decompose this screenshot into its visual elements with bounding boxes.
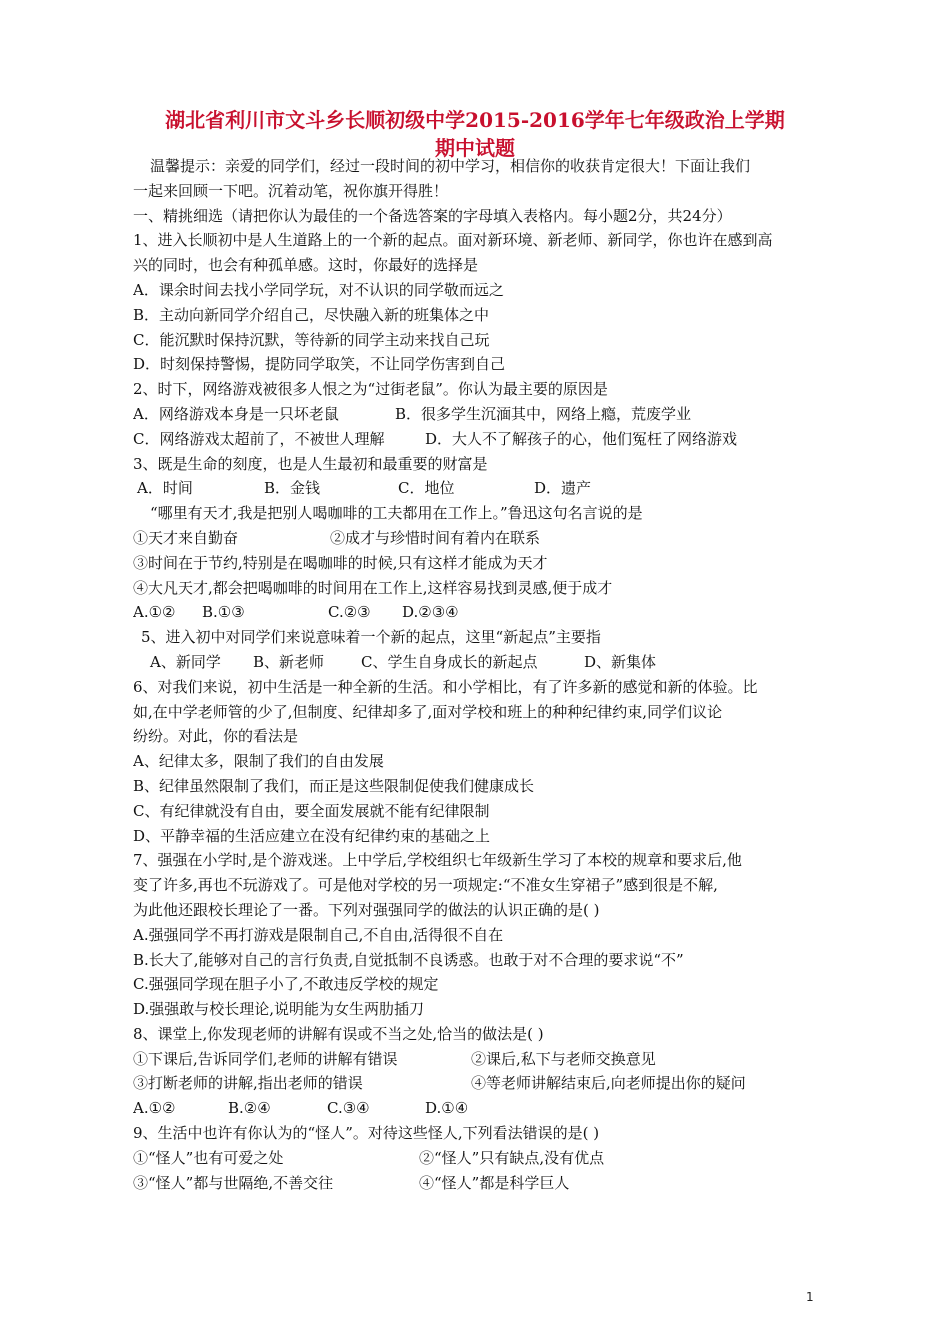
question-7-stem-1: 7、强强在小学时,是个游戏迷。上中学后,学校组织七年级新生学习了本校的规章和要求后,他	[133, 851, 742, 870]
question-6-option-c: C、有纪律就没有自由，要全面发展就不能有纪律限制	[133, 801, 490, 820]
question-6-stem-2: 如,在中学老师管的少了,但制度、纪律却多了,面对学校和班上的种种纪律约束,同学们议论	[133, 702, 723, 721]
question-9-item-2: ②“怪人”只有缺点,没有优点	[419, 1148, 605, 1167]
question-7-stem-2: 变了许多,再也不玩游戏了。可是他对学校的另一项规定:“不准女生穿裙子”感到很是不解,	[133, 876, 718, 895]
question-1-stem-1: 1、进入长顺初中是人生道路上的一个新的起点。面对新环境、新老师、新同学，你也许在感到高	[133, 231, 773, 250]
question-8-item-1: ①下课后,告诉同学们,老师的讲解有错误	[133, 1049, 398, 1068]
question-4-item-3: ③时间在于节约,特别是在喝咖啡的时候,只有这样才能成为天才	[133, 553, 548, 572]
question-6-option-a: A、纪律太多，限制了我们的自由发展	[133, 752, 384, 771]
question-8-option-b: B.②④	[228, 1099, 271, 1118]
question-1-option-b: B．主动向新同学介绍自己，尽快融入新的班集体之中	[133, 305, 490, 324]
question-4-stem: “哪里有天才,我是把别人喝咖啡的工夫都用在工作上。”鲁迅这句名言说的是	[150, 504, 643, 523]
question-8-options	[133, 1096, 823, 1121]
question-8-item-4: ④等老师讲解结束后,向老师提出你的疑问	[471, 1074, 746, 1093]
page-number: 1	[806, 1290, 814, 1304]
question-2-options-ab	[133, 402, 823, 427]
question-7-option-a: A.强强同学不再打游戏是限制自己,不自由,活得很不自在	[133, 925, 504, 944]
question-4-option-d: D.②③④	[402, 603, 459, 622]
question-4-option-c: C.②③	[328, 603, 371, 622]
question-4-options	[133, 600, 823, 625]
question-2-option-d: D．大人不了解孩子的心，他们冤枉了网络游戏	[425, 429, 738, 448]
question-1-option-d: D．时刻保持警惕，提防同学取笑，不让同学伤害到自己	[133, 355, 506, 374]
question-3-option-d: D．遗产	[534, 479, 592, 498]
question-4-item-4: ④大凡天才,都会把喝咖啡的时间用在工作上,这样容易找到灵感,便于成才	[133, 578, 613, 597]
question-6-option-b: B、纪律虽然限制了我们，而正是这些限制促使我们健康成长	[133, 776, 535, 795]
intro-line-2: 一起来回顾一下吧。沉着动笔，祝你旗开得胜！	[133, 181, 449, 200]
question-4-item-1: ①天才来自勤奋	[133, 528, 239, 547]
question-5-option-b: B、新老师	[253, 652, 325, 671]
title-line-1: 湖北省利川市文斗乡长顺初级中学2015-2016学年七年级政治上学期	[165, 108, 785, 132]
question-1-option-c: C．能沉默时保持沉默，等待新的同学主动来找自己玩	[133, 330, 490, 349]
question-5-stem: 5、进入初中对同学们来说意味着一个新的起点，这里“新起点”主要指	[141, 628, 601, 647]
question-9-stem: 9、生活中也许有你认为的“怪人”。对待这些怪人,下列看法错误的是( )	[133, 1124, 600, 1143]
question-7-option-b: B.长大了,能够对自己的言行负责,自觉抵制不良诱惑。也敢于对不合理的要求说“不”	[133, 950, 684, 969]
question-3-options	[133, 476, 823, 501]
question-5-option-c: C、学生自身成长的新起点	[361, 652, 538, 671]
document-body	[133, 154, 823, 1195]
question-2-option-a: A．网络游戏本身是一只坏老鼠	[133, 404, 339, 423]
question-4-option-a: A.①②	[133, 603, 176, 622]
question-9-items-34	[133, 1171, 823, 1196]
question-2-option-c: C．网络游戏太超前了，不被世人理解	[133, 429, 385, 448]
question-2-option-b: B．很多学生沉湎其中，网络上瘾，荒废学业	[395, 404, 692, 423]
question-7-option-d: D.强强敢与校长理论,说明能为女生两肋插刀	[133, 1000, 425, 1019]
question-5-option-a: A、新同学	[150, 652, 221, 671]
question-2-options-cd	[133, 427, 823, 452]
question-5-option-d: D、新集体	[584, 652, 657, 671]
question-3-option-a: A．时间	[137, 479, 193, 498]
question-1-stem-2: 兴的同时，也会有种孤单感。这时，你最好的选择是	[133, 256, 479, 275]
question-9-item-1: ①“怪人”也有可爱之处	[133, 1148, 284, 1167]
intro-line-1: 温馨提示：亲爱的同学们，经过一段时间的初中学习，相信你的收获肯定很大！下面让我们	[150, 157, 751, 175]
question-9-items-12	[133, 1146, 823, 1171]
question-4-items-12	[133, 526, 823, 551]
question-3-option-b: B．金钱	[264, 479, 321, 498]
question-8-item-3: ③打断老师的讲解,指出老师的错误	[133, 1074, 363, 1093]
question-6-option-d: D、平静幸福的生活应建立在没有纪律约束的基础之上	[133, 826, 491, 845]
title-line-2: 期中试题	[435, 136, 515, 160]
question-9-item-3: ③“怪人”都与世隔绝,不善交往	[133, 1173, 334, 1192]
question-8-stem: 8、课堂上,你发现老师的讲解有误或不当之处,恰当的做法是( )	[133, 1024, 544, 1043]
question-3-stem: 3、既是生命的刻度，也是人生最初和最重要的财富是	[133, 454, 488, 473]
question-6-stem-1: 6、对我们来说，初中生活是一种全新的生活。和小学相比，有了许多新的感觉和新的体验。比	[133, 677, 758, 696]
question-5-options	[133, 650, 823, 675]
question-7-option-c: C.强强同学现在胆子小了,不敢违反学校的规定	[133, 975, 439, 994]
question-3-option-c: C．地位	[398, 479, 455, 498]
question-7-stem-3: 为此他还跟校长理论了一番。下列对强强同学的做法的认识正确的是( )	[133, 900, 600, 919]
question-9-item-4: ④“怪人”都是科学巨人	[419, 1173, 570, 1192]
question-2-stem: 2、时下，网络游戏被很多人恨之为“过街老鼠”。你认为最主要的原因是	[133, 380, 608, 399]
question-8-option-a: A.①②	[133, 1099, 176, 1118]
question-1-option-a: A．课余时间去找小学同学玩，对不认识的同学敬而远之	[133, 280, 504, 299]
question-4-item-2: ②成才与珍惜时间有着内在联系	[330, 528, 541, 547]
question-8-items-34	[133, 1071, 823, 1096]
section-heading: 一、精挑细选（请把你认为最佳的一个备选答案的字母填入表格内。每小题2分，共24分）	[133, 206, 732, 225]
question-6-stem-3: 纷纷。对此，你的看法是	[133, 727, 299, 746]
question-8-items-12	[133, 1047, 823, 1072]
question-8-option-d: D.①④	[425, 1099, 469, 1118]
question-8-item-2: ②课后,私下与老师交换意见	[471, 1049, 656, 1068]
question-4-option-b: B.①③	[202, 603, 245, 622]
question-8-option-c: C.③④	[327, 1099, 370, 1118]
